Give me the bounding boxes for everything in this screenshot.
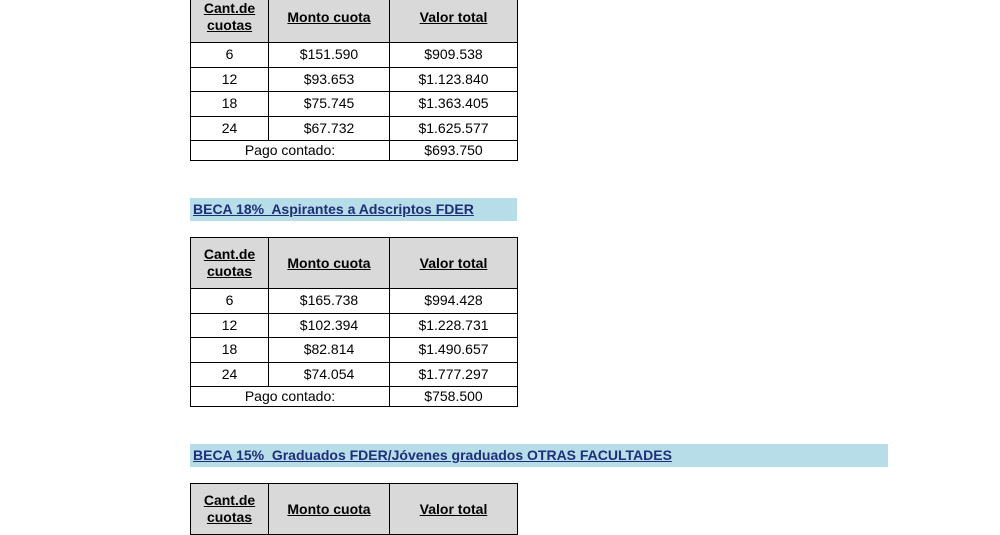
table-row [191,92,518,117]
installment-amount-cell: $74.054 [269,362,390,387]
cash-payment-row [191,387,518,407]
table-row [191,116,518,141]
total-cell: $1.490.657 [390,338,518,363]
col-header-installments: Cant.de cuotas [191,238,269,289]
section-heading-beca-18 [190,198,517,221]
total-cell: $1.123.840 [390,67,518,92]
total-cell: $1.777.297 [390,362,518,387]
installment-amount-cell: $93.653 [269,67,390,92]
total-cell: $994.428 [390,289,518,314]
installments-cell: 18 [191,92,269,117]
col-header-installment-amount: Monto cuota [269,238,390,289]
installments-cell: 6 [191,289,269,314]
col-header-total: Valor total [390,0,518,43]
col-header-installments: Cant.de cuotas [191,0,269,43]
table-row [191,289,518,314]
table-row [191,338,518,363]
total-cell: $909.538 [390,43,518,68]
installment-amount-cell: $67.732 [269,116,390,141]
table-row [191,313,518,338]
installments-cell: 24 [191,116,269,141]
section-heading-text: BECA 15% Graduados FDER/Jóvenes graduados OTRAS FACULTADES [193,447,672,463]
section-heading-beca-15 [190,444,888,467]
col-header-installment-amount: Monto cuota [269,0,390,43]
installment-amount-cell: $102.394 [269,313,390,338]
cash-payment-value: $693.750 [390,141,518,161]
installment-amount-cell: $165.738 [269,289,390,314]
cash-payment-row [191,141,518,161]
total-cell: $1.363.405 [390,92,518,117]
fee-table-1 [190,0,518,161]
installment-amount-cell: $75.745 [269,92,390,117]
installments-cell: 18 [191,338,269,363]
col-header-installment-amount: Monto cuota [269,484,390,535]
installments-cell: 6 [191,43,269,68]
installments-cell: 12 [191,67,269,92]
table-header-row [191,238,518,289]
cash-payment-label: Pago contado: [191,141,390,161]
table-row [191,362,518,387]
table-row [191,67,518,92]
installment-amount-cell: $82.814 [269,338,390,363]
installment-amount-cell: $151.590 [269,43,390,68]
table-header-row [191,484,518,535]
cash-payment-value: $758.500 [390,387,518,407]
total-cell: $1.228.731 [390,313,518,338]
table-row [191,43,518,68]
col-header-total: Valor total [390,238,518,289]
cash-payment-label: Pago contado: [191,387,390,407]
col-header-installments: Cant.de cuotas [191,484,269,535]
table-header-row [191,0,518,43]
col-header-total: Valor total [390,484,518,535]
installments-cell: 12 [191,313,269,338]
total-cell: $1.625.577 [390,116,518,141]
installments-cell: 24 [191,362,269,387]
section-heading-text: BECA 18% Aspirantes a Adscriptos FDER [193,201,474,217]
fee-table-3 [190,483,518,535]
fee-table-2 [190,237,518,407]
